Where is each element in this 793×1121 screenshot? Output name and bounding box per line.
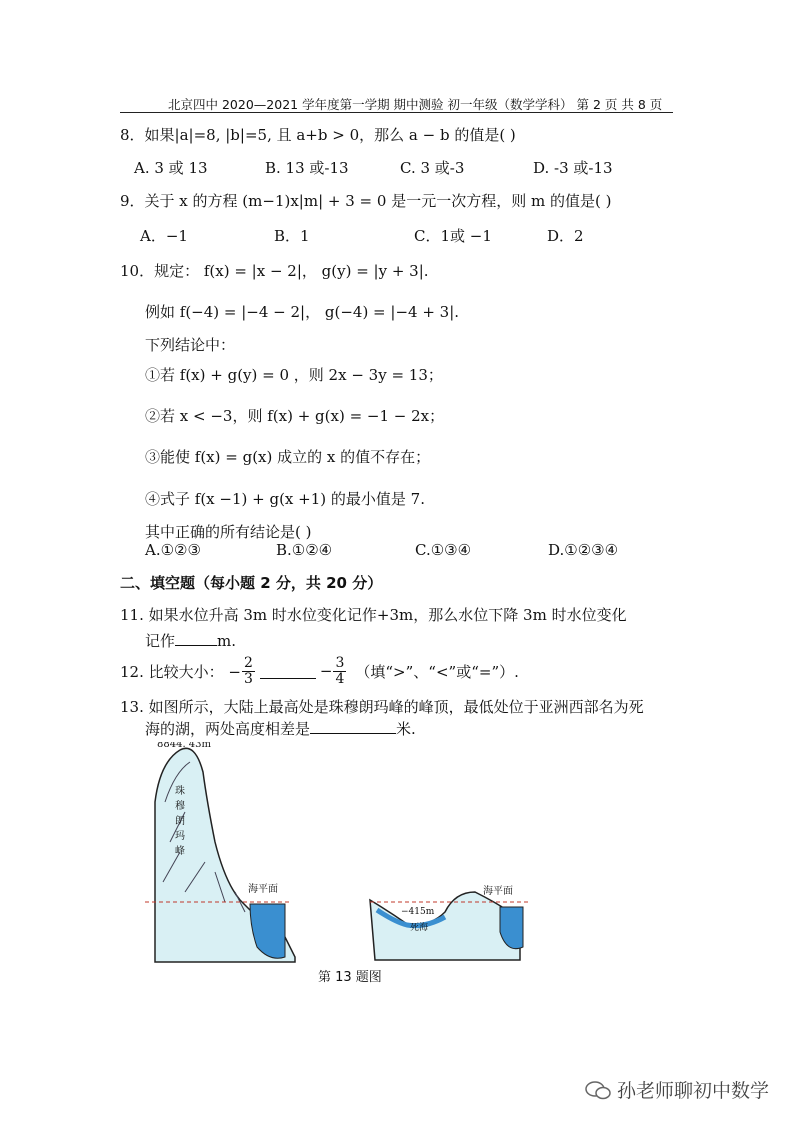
sea-level-label-left: 海平面 — [248, 884, 278, 895]
figure-caption: 第 13 题图 — [318, 970, 382, 985]
q11-line1: 11. 如果水位升高 3m 时水位变化记作+3m，那么水位下降 3m 时水位变化 — [120, 606, 627, 624]
q10-example: 例如 f(−4) = |−4 − 2|， g(−4) = |−4 + 3|. — [145, 303, 460, 321]
page-header: 北京四中 2020—2021 学年度第一学期 期中测验 初一年级（数学学科） 第 2 页 共 8 页 — [168, 97, 663, 112]
q10-option-d: D.①②③④ — [548, 541, 619, 559]
q10-definition: 10．规定： f(x) = |x − 2|， g(y) = |y + 3|. — [120, 262, 429, 280]
q12-fraction-2: $\frac{3}{4}$ — [335, 655, 345, 687]
q12 — [120, 656, 519, 686]
q8-option-a: A. 3 或 13 — [134, 159, 208, 177]
q8-option-b: B. 13 或-13 — [265, 159, 349, 177]
q10-item-3: ③能使 f(x) = g(x) 成立的 x 的值不存在； — [145, 448, 431, 466]
q13-line2 — [145, 718, 416, 739]
header-rule — [120, 112, 673, 113]
q10-option-a: A.①②③ — [145, 541, 201, 559]
q9-stem: 9．关于 x 的方程 (m−1)x|m| + 3 = 0 是一元一次方程，则 m 的值是( ) — [120, 192, 612, 210]
q10-item-2: ②若 x < −3，则 f(x) + g(x) = −1 − 2x； — [145, 407, 445, 425]
sea-level-label-right: 海平面 — [483, 886, 513, 897]
q10-intro: 下列结论中： — [145, 336, 236, 354]
figure-13 — [145, 742, 530, 970]
dead-sea-depth-label: −415m — [401, 907, 435, 917]
q13-line1: 13. 如图所示，大陆上最高处是珠穆朗玛峰的峰顶，最低处位于亚洲西部名为死 — [120, 698, 644, 716]
q8-stem: 8．如果|a|=8, |b|=5, 且 a+b > 0，那么 a − b 的值是( ) — [120, 126, 516, 144]
q12-mid: − — [319, 662, 333, 681]
q11-line2-pre: 记作 — [145, 632, 176, 650]
q8-option-c: C. 3 或-3 — [400, 159, 465, 177]
section-title: 二、填空题（每小题 2 分，共 20 分） — [120, 574, 383, 592]
q10-option-c: C.①③④ — [415, 541, 472, 559]
q10-item-4: ④式子 f(x −1) + g(x +1) 的最小值是 7. — [145, 490, 425, 508]
q10-option-b: B.①②④ — [276, 541, 333, 559]
q9-option-c: C．1或 −1 — [414, 227, 492, 245]
q12-pre: 12. 比较大小： − — [120, 662, 241, 681]
q13-answer-blank[interactable] — [310, 719, 396, 734]
q10-ask: 其中正确的所有结论是( ) — [145, 523, 312, 541]
watermark-text: 孙老师聊初中数学 — [617, 1080, 770, 1102]
peak-name-char-3: 朗 — [175, 816, 185, 827]
q13-line2-post: 米. — [396, 720, 416, 738]
q12-answer-blank[interactable] — [260, 664, 316, 679]
q11-line2-post: m. — [217, 632, 237, 650]
peak-height-label: 8844. 43m — [157, 742, 212, 750]
peak-name-char-4: 玛 — [175, 831, 185, 842]
q9-option-a: A．−1 — [140, 227, 188, 245]
q12-post: （填“>”、“<”或“=”）. — [355, 662, 519, 681]
dead-sea-name-label: 死海 — [410, 923, 429, 933]
q13-line2-pre: 海的湖，两处高度相差是 — [145, 720, 311, 738]
q11-line2 — [145, 630, 236, 651]
q11-answer-blank[interactable] — [175, 631, 217, 646]
q10-item-1: ①若 f(x) + g(y) = 0 ，则 2x − 3y = 13； — [145, 366, 443, 384]
q9-option-b: B．1 — [274, 227, 310, 245]
figure-13-drawing — [145, 742, 530, 970]
q9-option-d: D．2 — [547, 227, 584, 245]
peak-name-char-1: 珠 — [175, 786, 185, 797]
watermark — [585, 1076, 769, 1103]
peak-name-char-5: 峰 — [175, 846, 185, 857]
wechat-icon — [585, 1080, 611, 1100]
q8-option-d: D. -3 或-13 — [533, 159, 613, 177]
q12-fraction-1: $\frac{2}{3}$ — [243, 655, 253, 687]
peak-name-char-2: 穆 — [175, 801, 185, 812]
